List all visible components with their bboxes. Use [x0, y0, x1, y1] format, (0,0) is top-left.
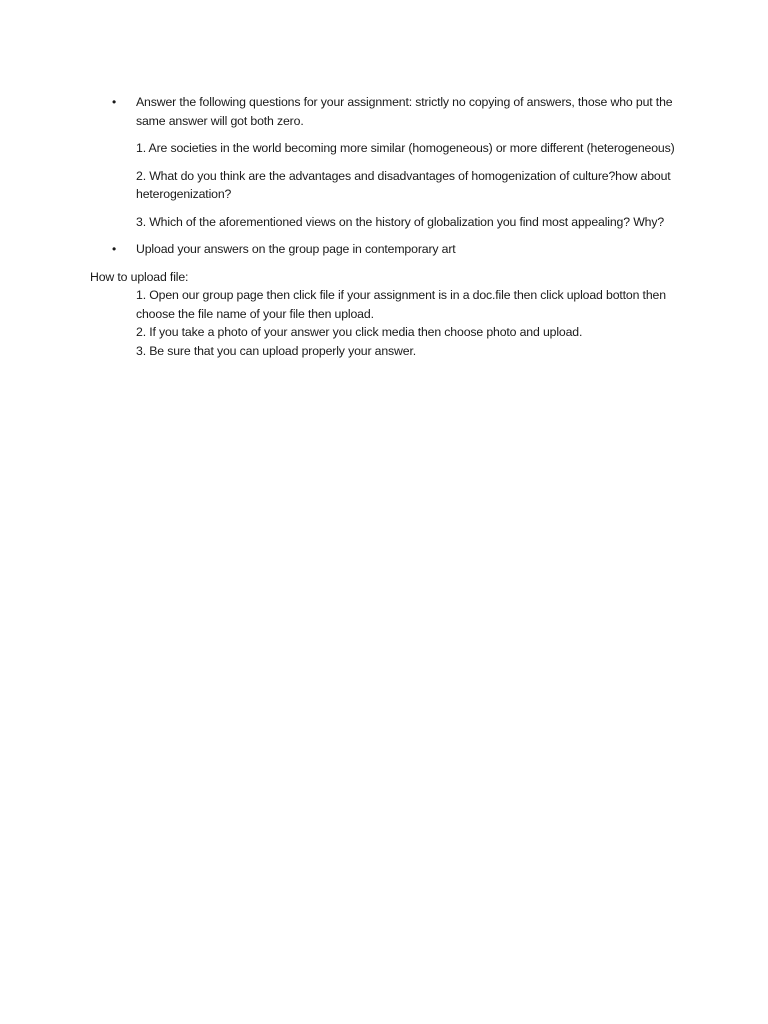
- question-3: 3. Which of the aforementioned views on the history of globalization you find most appealing? Why?: [136, 214, 665, 229]
- bullet-assignment-intro: [90, 93, 680, 130]
- upload-step-3: 3. Be sure that you can upload properly your answer.: [136, 343, 416, 358]
- question-2: 2. What do you think are the advantages and disadvantages of homogenization of culture?how about heterogenization?: [136, 168, 671, 201]
- upload-step-1: 1. Open our group page then click file if your assignment is in a doc.file then click upload botton then choose the file name of your file then upload.: [136, 288, 666, 321]
- bullet-dot-icon: •: [112, 95, 117, 109]
- upload-note-text: Upload your answers on the group page in contemporary art: [136, 242, 456, 256]
- assignment-intro-text: Answer the following questions for your assignment: strictly no copying of answers, those who put the same answer will got both zero.: [136, 95, 673, 128]
- bullet-upload-note: [90, 240, 680, 259]
- bullet-dot-icon: •: [112, 242, 117, 256]
- upload-guide-heading: How to upload file:: [90, 269, 189, 284]
- document-body: [90, 93, 680, 360]
- upload-step-2: 2. If you take a photo of your answer you click media then choose photo and upload.: [136, 325, 583, 339]
- question-1: 1. Are societies in the world becoming more similar (homogeneous) or more different (heterogeneous): [136, 141, 675, 155]
